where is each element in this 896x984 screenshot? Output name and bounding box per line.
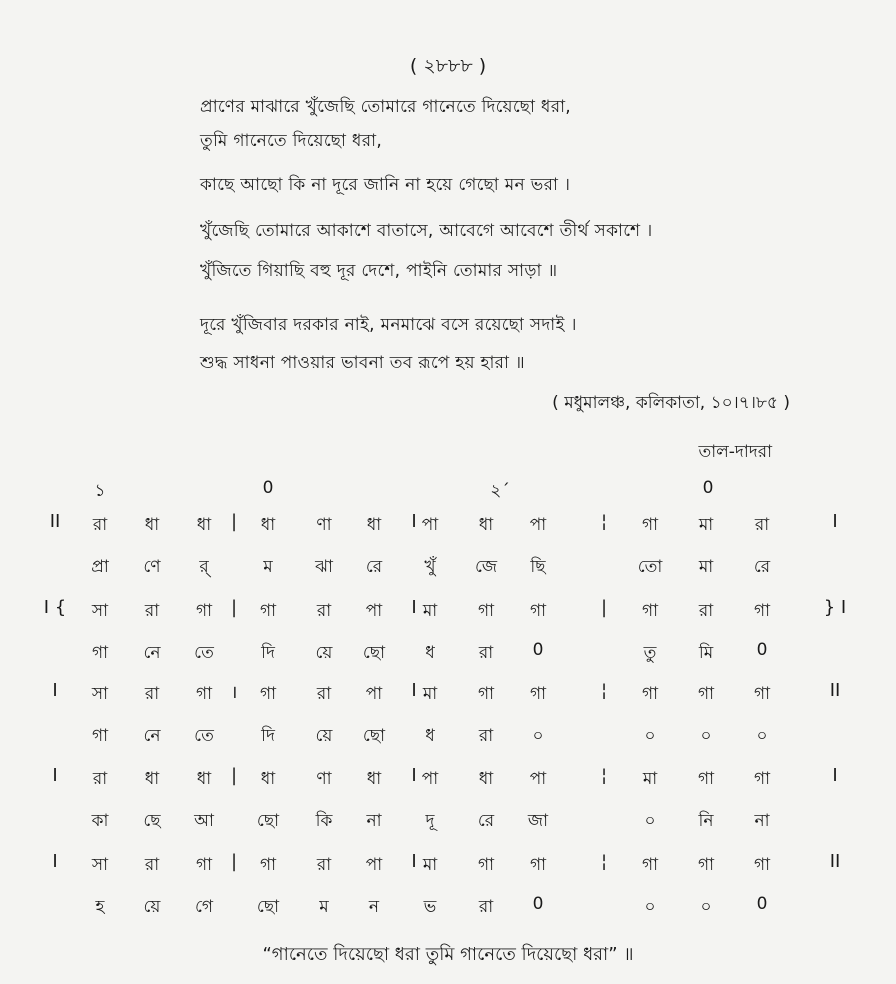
swar-note: গা: [529, 855, 547, 875]
swar-note: মা: [422, 855, 438, 875]
lyric-syllable: ম: [319, 897, 329, 917]
swar-note: ণা: [316, 515, 332, 535]
lyric-syllable: ছো: [362, 726, 386, 746]
bar-line: II: [829, 851, 841, 872]
lyric-syllable: মা: [698, 557, 714, 577]
swar-note: পা: [529, 769, 547, 789]
verse-line-6: দূরে খুঁজিবার দরকার নাই, মনমাঝে বসে রয়েছো সদাই ।: [200, 315, 577, 335]
beat-mark: 0: [262, 478, 274, 498]
verse-line-4: খুঁজেছি তোমারে আকাশে বাতাসে, আবেগে আবেশে তীর্থ সকাশে ।: [200, 221, 653, 241]
lyric-syllable: ঝা: [315, 557, 333, 577]
swar-note: রা: [698, 601, 714, 621]
swar-note: গা: [477, 684, 495, 704]
bar-line: ¦: [600, 851, 608, 872]
lyric-syllable: ছো: [362, 643, 386, 663]
swar-note: ধা: [196, 515, 212, 535]
swar-note: গা: [195, 855, 213, 875]
song-number: ( ২৮৮৮ ): [409, 55, 487, 77]
swar-note: গা: [697, 684, 715, 704]
lyric-syllable: দূ: [425, 811, 435, 831]
bar-line: II: [49, 511, 61, 532]
bar-line: ।: [230, 682, 238, 703]
lyric-syllable: 0: [532, 894, 544, 914]
swar-note: গা: [529, 601, 547, 621]
swar-note: সা: [91, 684, 109, 704]
swar-note: পা: [529, 515, 547, 535]
swar-note: ধা: [144, 769, 160, 789]
swar-note: ধা: [478, 515, 494, 535]
lyric-syllable: তে: [194, 643, 214, 663]
lyric-syllable: রে: [753, 557, 771, 577]
swar-note: পা: [365, 684, 383, 704]
bar-line: |: [230, 597, 238, 618]
bar-line: I: [411, 680, 417, 701]
beat-mark: ১: [94, 481, 106, 501]
swar-note: গা: [259, 684, 277, 704]
swar-note: ণা: [316, 769, 332, 789]
swar-note: রা: [92, 515, 108, 535]
lyric-syllable: ছে: [143, 811, 161, 831]
swar-note: গা: [259, 601, 277, 621]
swar-note: গা: [529, 684, 547, 704]
verse-line-5: খুঁজিতে গিয়াছি বহু দূর দেশে, পাইনি তোমার সাড়া ॥: [200, 261, 558, 281]
lyric-syllable: রা: [478, 726, 494, 746]
lyric-syllable: ন: [368, 897, 380, 917]
swar-note: গা: [195, 601, 213, 621]
lyric-syllable: তে: [194, 726, 214, 746]
lyric-syllable: ০: [532, 726, 544, 746]
swar-note: সা: [91, 601, 109, 621]
swar-note: রা: [754, 515, 770, 535]
lyric-syllable: আ: [194, 811, 214, 831]
swar-note: পা: [365, 601, 383, 621]
swar-note: রা: [144, 855, 160, 875]
swar-note: ধা: [260, 515, 276, 535]
lyric-syllable: দি: [261, 726, 275, 746]
bar-line: I: [832, 765, 838, 786]
bar-line: } I: [823, 597, 847, 618]
lyric-syllable: ০: [644, 897, 656, 917]
swar-note: মা: [422, 601, 438, 621]
lyric-syllable: ণে: [143, 557, 161, 577]
swar-note: ধা: [478, 769, 494, 789]
swar-note: গা: [641, 855, 659, 875]
lyric-syllable: য়ে: [315, 726, 333, 746]
swar-note: গা: [641, 515, 659, 535]
bar-line: II: [829, 680, 841, 701]
swar-note: রা: [316, 855, 332, 875]
swar-note: গা: [697, 769, 715, 789]
lyric-syllable: কি: [315, 811, 333, 831]
bar-line: I: [411, 851, 417, 872]
lyric-syllable: রে: [365, 557, 383, 577]
swar-note: মা: [422, 684, 438, 704]
lyric-syllable: ০: [700, 726, 712, 746]
lyric-syllable: জে: [474, 557, 498, 577]
swar-note: গা: [477, 855, 495, 875]
lyric-syllable: ০: [644, 726, 656, 746]
lyric-syllable: ছো: [256, 897, 280, 917]
swar-note: গা: [753, 855, 771, 875]
lyric-syllable: নে: [143, 726, 161, 746]
lyric-syllable: কা: [91, 811, 109, 831]
swar-note: মা: [642, 769, 658, 789]
lyric-syllable: ছি: [530, 557, 546, 577]
lyric-syllable: রা: [478, 643, 494, 663]
taal-label: তাল-দাদরা: [698, 442, 772, 462]
lyric-syllable: ভ: [423, 897, 437, 917]
bar-line: |: [230, 511, 238, 532]
swar-note: পা: [421, 515, 439, 535]
bar-line: ¦: [600, 511, 608, 532]
bar-line: I: [411, 597, 417, 618]
swar-note: ধা: [260, 769, 276, 789]
lyric-syllable: 0: [756, 894, 768, 914]
swar-note: রা: [92, 769, 108, 789]
lyric-syllable: গা: [91, 643, 109, 663]
swar-note: পা: [421, 769, 439, 789]
verse-line-3: কাছে আছো কি না দূরে জানি না হয়ে গেছো মন ভরা ।: [200, 175, 571, 195]
bar-line: |: [600, 597, 608, 618]
beat-mark: 0: [702, 478, 714, 498]
lyric-syllable: মি: [698, 643, 714, 663]
lyric-syllable: জা: [527, 811, 549, 831]
bar-line: I: [52, 765, 58, 786]
lyric-syllable: তো: [637, 557, 663, 577]
lyric-syllable: হ: [95, 897, 105, 917]
swar-note: গা: [753, 601, 771, 621]
swar-note: গা: [753, 769, 771, 789]
lyric-syllable: রে: [477, 811, 495, 831]
lyric-syllable: না: [366, 811, 382, 831]
swar-note: ধা: [196, 769, 212, 789]
lyric-syllable: য়ে: [315, 643, 333, 663]
lyric-syllable: 0: [532, 640, 544, 660]
lyric-syllable: দি: [261, 643, 275, 663]
lyric-syllable: ০: [756, 726, 768, 746]
lyric-syllable: না: [754, 811, 770, 831]
lyric-syllable: তু: [643, 643, 657, 663]
swar-note: গা: [259, 855, 277, 875]
verse-line-7: শুদ্ধ সাধনা পাওয়ার ভাবনা তব রূপে হয় হারা ॥: [200, 353, 525, 373]
lyric-syllable: গা: [91, 726, 109, 746]
bar-line: |: [230, 851, 238, 872]
swar-note: রা: [144, 601, 160, 621]
beat-mark: ২´: [490, 481, 510, 501]
bar-line: I: [411, 511, 417, 532]
bar-line: I: [52, 680, 58, 701]
lyric-syllable: ০: [700, 897, 712, 917]
verse-line-2: তুমি গানেতে দিয়েছো ধরা,: [200, 131, 383, 151]
lyric-syllable: র্: [199, 557, 209, 577]
bar-line: I: [411, 765, 417, 786]
lyric-syllable: য়ে: [143, 897, 161, 917]
verse-line-1: প্রাণের মাঝারে খুঁজেছি তোমারে গানেতে দিয়েছো ধরা,: [200, 97, 572, 117]
swar-note: গা: [195, 684, 213, 704]
bar-line: I: [832, 511, 838, 532]
swar-note: গা: [641, 601, 659, 621]
swar-note: গা: [753, 684, 771, 704]
swar-note: রা: [144, 684, 160, 704]
swar-note: গা: [641, 684, 659, 704]
swar-note: পা: [365, 855, 383, 875]
closing-line: “গানেতে দিয়েছো ধরা তুমি গানেতে দিয়েছো ধরা” ॥: [262, 944, 634, 965]
lyric-syllable: প্রা: [91, 557, 109, 577]
swar-note: রা: [316, 684, 332, 704]
bar-line: I: [52, 851, 58, 872]
swar-note: ধা: [144, 515, 160, 535]
swar-note: ধা: [366, 515, 382, 535]
swar-note: রা: [316, 601, 332, 621]
swar-note: মা: [698, 515, 714, 535]
lyric-syllable: ধ: [425, 643, 435, 663]
lyric-syllable: খুঁ: [424, 557, 436, 577]
lyric-syllable: ম: [263, 557, 273, 577]
swar-note: সা: [91, 855, 109, 875]
lyric-syllable: ধ: [425, 726, 435, 746]
lyric-syllable: 0: [756, 640, 768, 660]
lyric-syllable: ছো: [256, 811, 280, 831]
bar-line: ¦: [600, 765, 608, 786]
lyric-syllable: নে: [143, 643, 161, 663]
lyric-syllable: রা: [478, 897, 494, 917]
swar-note: গা: [697, 855, 715, 875]
swar-note: গা: [477, 601, 495, 621]
lyric-syllable: গে: [194, 897, 214, 917]
bar-line: |: [230, 765, 238, 786]
bar-line: I {: [43, 597, 67, 618]
swar-note: ধা: [366, 769, 382, 789]
lyric-syllable: নি: [698, 811, 714, 831]
lyric-syllable: ০: [644, 811, 656, 831]
bar-line: ¦: [600, 680, 608, 701]
composition-reference: ( মধুমালঞ্চ, কলিকাতা, ১০।৭।৮৫ ): [552, 393, 790, 413]
